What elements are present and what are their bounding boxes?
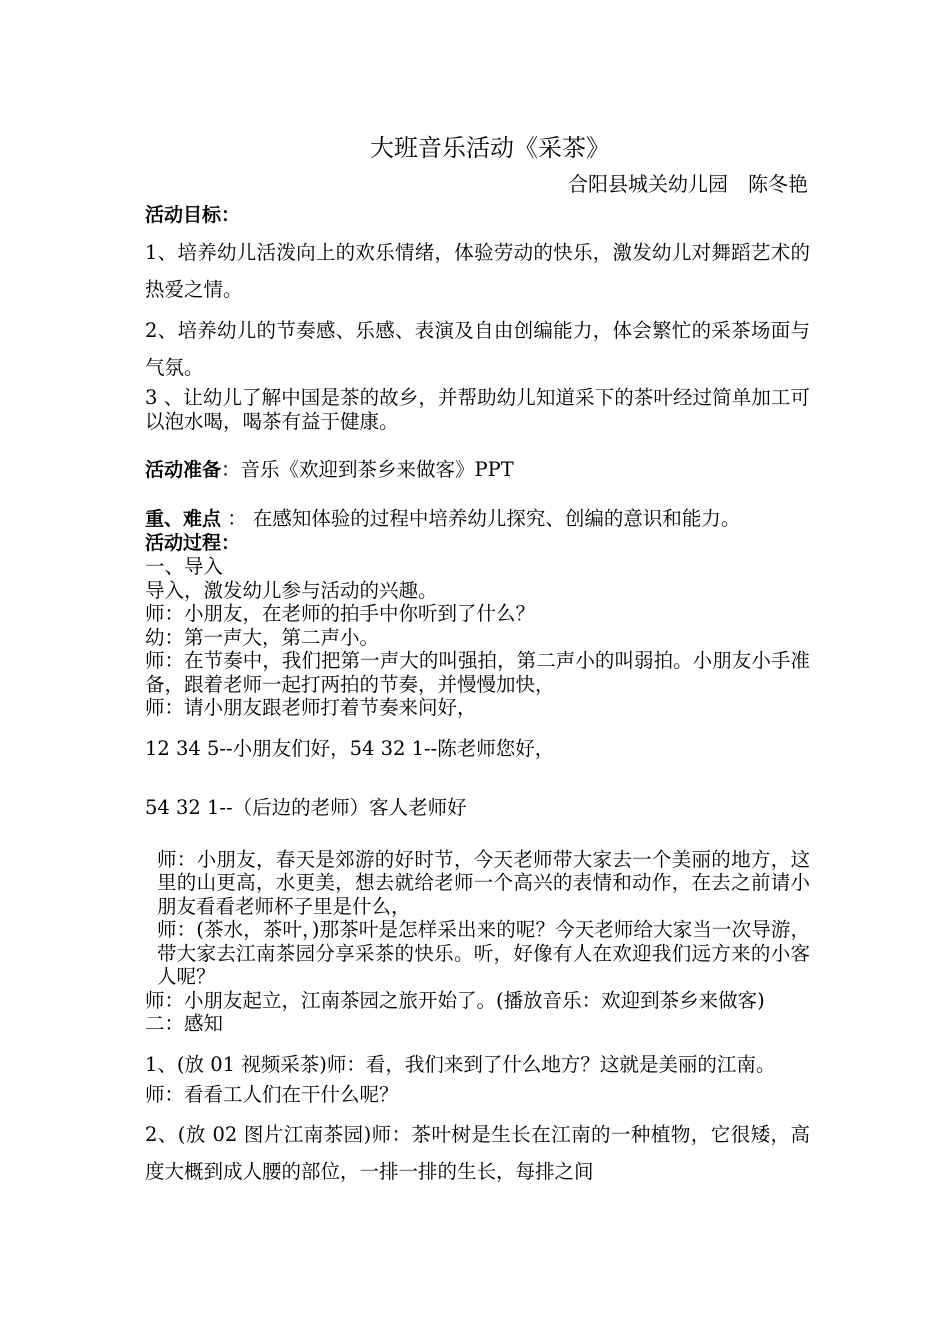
paragraph: 师：小朋友，春天是郊游的好时节，今天老师带大家去一个美丽的地方，这里的山更高，水更美，想去就给老师一个高兴的表情和动作，在去之前请小朋友看看老师杯子里是什么， — [157, 847, 810, 918]
list-item: 1、(放 01 视频采茶)师：看，我们来到了什么地方？这就是美丽的江南。 — [145, 1052, 776, 1076]
rhythm-line: 12 34 5--小朋友们好，54 32 1--陈老师您好， — [145, 736, 555, 760]
prep-heading: 活动准备 — [145, 459, 222, 481]
author-line: 合阳县城关幼儿园 陈冬艳 — [568, 172, 808, 196]
dialogue-line: 导入，激发幼儿参与活动的兴趣。 — [145, 578, 438, 602]
dialogue-line: 师：在节奏中，我们把第一声大的叫强拍，第二声小的叫弱拍。小朋友小手准备，跟着老师一起打两拍的节奏，并慢慢加快， — [145, 649, 810, 696]
list-item: 2、(放 02 图片江南茶园)师：茶叶树是生长在江南的一种植物，它很矮，高度大概到成人腰的部位，一排一排的生长，每排之间 — [145, 1123, 810, 1183]
prep-line — [145, 455, 810, 485]
key-line — [145, 507, 810, 532]
key-heading: 重、难点 — [145, 508, 222, 530]
section-heading: 一、导入 — [145, 555, 224, 578]
goal-item: 1、培养幼儿活泼向上的欢乐情绪，体验劳动的快乐，激发幼儿对舞蹈艺术的热爱之情。 — [145, 241, 810, 301]
paragraph: 师：小朋友起立，江南茶园之旅开始了。(播放音乐：欢迎到茶乡来做客) — [145, 988, 765, 1012]
dialogue-line: 师：请小朋友跟老师打着节奏来问好， — [145, 696, 477, 719]
paragraph: 师：(茶水，茶叶，)那茶叶是怎样采出来的呢？今天老师给大家当一次导游，带大家去江南茶园分享采茶的快乐。听，好像有人在欢迎我们远方来的小客人呢？ — [157, 918, 810, 988]
document-title: 大班音乐活动《采茶》 — [370, 134, 610, 162]
dialogue-line: 幼：第一声大，第二声小。 — [145, 625, 380, 649]
goal-item: 3 、让幼儿了解中国是茶的故乡，并帮助幼儿知道采下的茶叶经过简单加工可以泡水喝，喝茶有益于健康。 — [145, 386, 810, 433]
process-heading: 活动过程： — [145, 531, 241, 554]
key-text: ： 在感知体验的过程中培养幼儿探究、创编的意识和能力。 — [221, 507, 741, 530]
goals-heading: 活动目标： — [145, 204, 241, 226]
prep-text: ：音乐《欢迎到茶乡来做客》PPT — [221, 458, 514, 481]
dialogue-line: 师：看看工人们在干什么呢？ — [145, 1082, 399, 1106]
goal-item: 2、培养幼儿的节奏感、乐感、表演及自由创编能力，体会繁忙的采茶场面与气氛。 — [145, 319, 810, 379]
document-page — [145, 128, 810, 1190]
section-heading: 二：感知 — [145, 1012, 224, 1035]
rhythm-line: 54 32 1--（后边的老师）客人老师好 — [145, 795, 467, 819]
dialogue-line: 师：小朋友，在老师的拍手中你听到了什么？ — [145, 602, 536, 625]
